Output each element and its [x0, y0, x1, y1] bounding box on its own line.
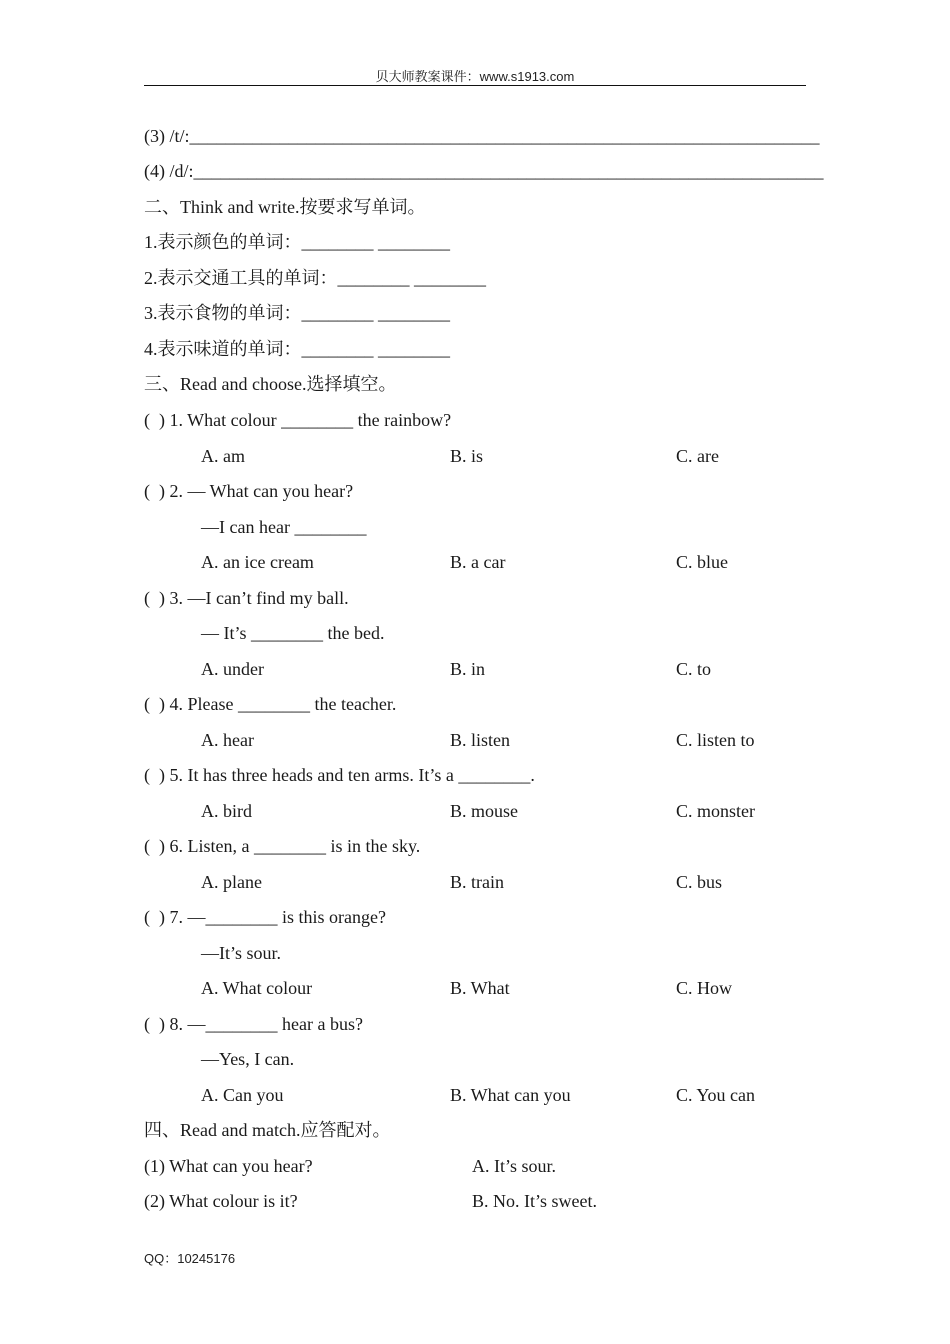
option-c: C. monster [676, 801, 755, 821]
option-a: A. What colour [201, 978, 313, 998]
option-c: C. are [676, 446, 719, 466]
option-b: B. What [450, 978, 510, 998]
question-stem: ( ) 4. Please ________ the teacher. [144, 694, 397, 714]
write-item: 4.表示味道的单词：________ ________ [144, 339, 450, 359]
phonics-line-t: (3) /t/:______________________________________________________________________ [144, 126, 820, 146]
match-question: (1) What can you hear? [144, 1156, 313, 1176]
question-stem: ( ) 7. —________ is this orange? [144, 907, 386, 927]
option-c: C. How [676, 978, 733, 998]
question-stem: ( ) 2. — What can you hear? [144, 481, 354, 501]
match-answer: A. It’s sour. [472, 1156, 557, 1176]
write-item: 1.表示颜色的单词：________ ________ [144, 232, 450, 252]
page-footer: QQ：10245176 [144, 1251, 236, 1266]
page-header: 贝大师教案课件：www.s1913.com [375, 69, 575, 84]
question-dialogue: —It’s sour. [201, 943, 282, 963]
question-stem: ( ) 5. It has three heads and ten arms. It’s a ________. [144, 765, 535, 785]
question-dialogue: — It’s ________ the bed. [201, 623, 385, 643]
option-c: C. listen to [676, 730, 755, 750]
section-2-title: 二、Think and write.按要求写单词。 [144, 197, 426, 217]
option-c: C. You can [676, 1085, 756, 1105]
write-item: 3.表示食物的单词：________ ________ [144, 303, 450, 323]
option-b: B. is [450, 446, 484, 466]
section-3-title: 三、Read and choose.选择填空。 [144, 374, 397, 394]
option-a: A. under [201, 659, 264, 679]
phonics-line-d: (4) /d/:______________________________________________________________________ [144, 161, 824, 181]
option-a: A. am [201, 446, 245, 466]
option-b: B. train [450, 872, 504, 892]
option-a: A. Can you [201, 1085, 284, 1105]
option-a: A. an ice cream [201, 552, 314, 572]
section-4-title: 四、Read and match.应答配对。 [144, 1120, 391, 1140]
question-stem: ( ) 6. Listen, a ________ is in the sky. [144, 836, 421, 856]
match-question: (2) What colour is it? [144, 1191, 298, 1211]
option-c: C. to [676, 659, 712, 679]
question-stem: ( ) 3. —I can’t find my ball. [144, 588, 349, 608]
option-c: C. bus [676, 872, 723, 892]
header-divider [144, 85, 806, 86]
option-c: C. blue [676, 552, 728, 572]
write-item: 2.表示交通工具的单词：________ ________ [144, 268, 486, 288]
option-b: B. listen [450, 730, 511, 750]
question-dialogue: —Yes, I can. [201, 1049, 295, 1069]
question-stem: ( ) 8. —________ hear a bus? [144, 1014, 363, 1034]
option-a: A. bird [201, 801, 252, 821]
question-dialogue: —I can hear ________ [201, 517, 367, 537]
match-answer: B. No. It’s sweet. [472, 1191, 597, 1211]
option-a: A. hear [201, 730, 254, 750]
option-b: B. in [450, 659, 486, 679]
option-b: B. a car [450, 552, 506, 572]
option-b: B. What can you [450, 1085, 571, 1105]
option-b: B. mouse [450, 801, 519, 821]
question-stem: ( ) 1. What colour ________ the rainbow? [144, 410, 452, 430]
option-a: A. plane [201, 872, 262, 892]
